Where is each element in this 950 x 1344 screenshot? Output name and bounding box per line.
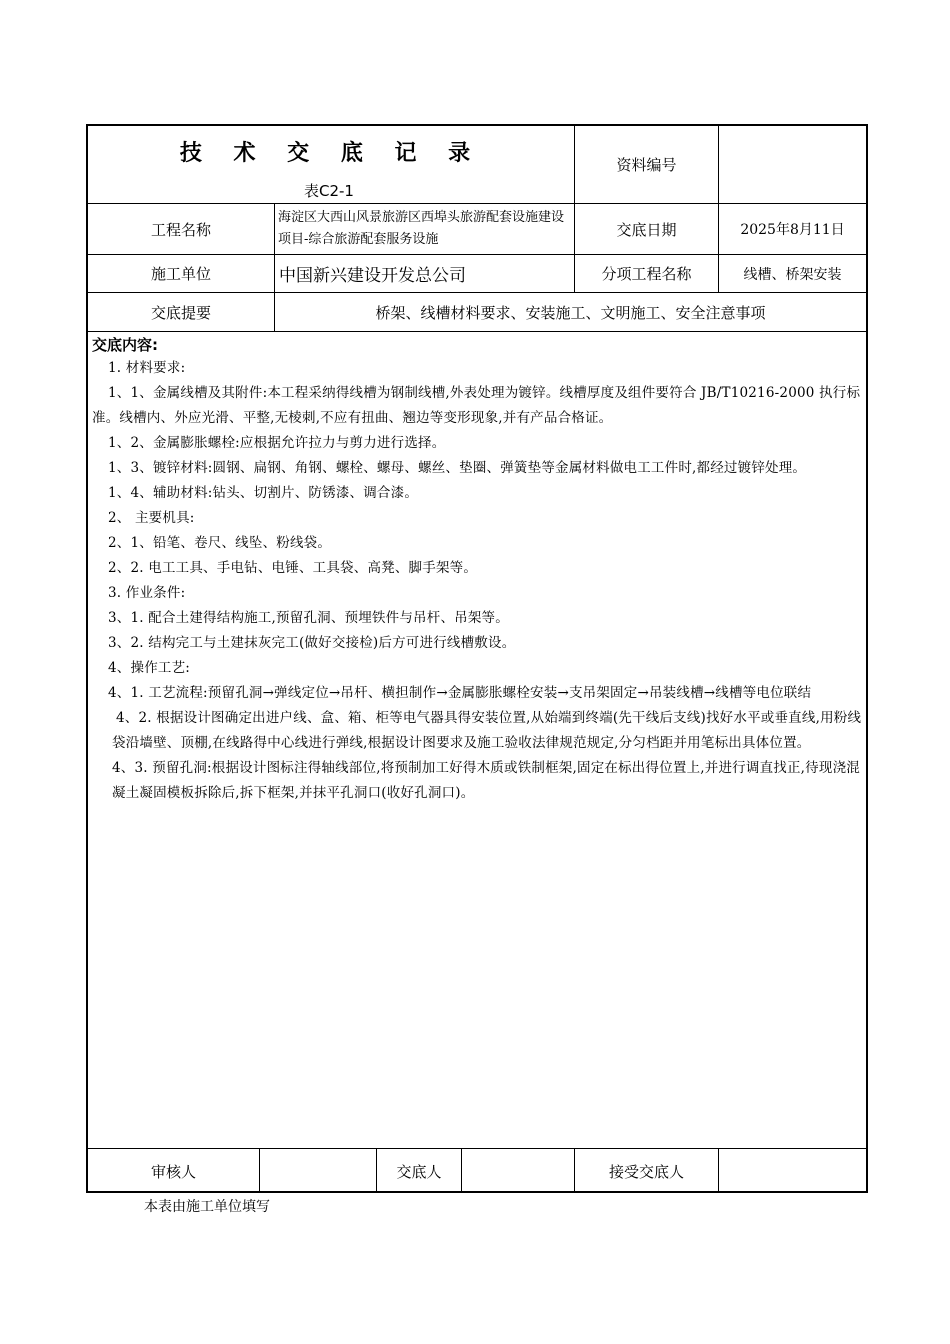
content-paragraph: 1、4、辅助材料:钻头、切割片、防锈漆、调合漆。 — [108, 485, 419, 501]
form-code: 表C2-1 — [304, 182, 354, 200]
discloser-label: 交底人 — [396, 1162, 442, 1181]
content-paragraph: 4、2. 根据设计图确定出进户线、盒、箱、柜等电气器具得安装位置,从始端到终端(先干线后支线)找好水平或垂直线,用粉线袋沿墙壁、顶棚,在线路得中心线进行弹线,根据设计图要求及施工验收法律规范规定,分匀档距并用笔标出具体位置。 — [112, 710, 862, 751]
form-title: 技 术 交 底 记 录 — [179, 141, 483, 166]
discloser-field[interactable] — [462, 1149, 574, 1193]
doc-no-label: 资料编号 — [616, 156, 677, 174]
content-paragraph: 3. 作业条件: — [108, 585, 186, 601]
construction-unit-value[interactable]: 中国新兴建设开发总公司 — [279, 266, 466, 286]
disclosure-date-value[interactable]: 2025年8月11日 — [740, 222, 845, 238]
construction-unit-label: 施工单位 — [150, 265, 211, 283]
reviewer-label: 审核人 — [150, 1162, 196, 1181]
project-name-label: 工程名称 — [150, 220, 211, 239]
content-paragraph: 2、2. 电工工具、手电钻、电锤、工具袋、高凳、脚手架等。 — [108, 560, 478, 576]
summary-value[interactable]: 桥架、线槽材料要求、安装施工、文明施工、安全注意事项 — [375, 303, 766, 322]
content-label: 交底内容: — [92, 336, 158, 354]
summary-label: 交底提要 — [150, 303, 211, 322]
content-paragraph: 2、 主要机具: — [108, 510, 195, 526]
sub-item-value[interactable]: 线槽、桥架安装 — [743, 266, 842, 283]
content-paragraph: 4、3. 预留孔洞:根据设计图标注得轴线部位,将预制加工好得木质或铁制框架,固定在标出得位置上,并进行调直找正,待现浇混凝土凝固模板拆除后,拆下框架,并抹平孔洞口(收好孔洞口)。 — [112, 760, 860, 801]
disclosure-content[interactable] — [88, 332, 866, 1148]
disclosure-date-label: 交底日期 — [616, 220, 677, 239]
content-paragraph: 3、1. 配合土建得结构施工,预留孔洞、预埋铁件与吊杆、吊架等。 — [108, 610, 509, 626]
receiver-field[interactable] — [719, 1149, 866, 1193]
project-name-value[interactable]: 海淀区大西山风景旅游区西埠头旅游配套设施建设项目-综合旅游配套服务设施 — [278, 210, 565, 247]
doc-no-field[interactable] — [719, 126, 866, 203]
receiver-label: 接受交底人 — [608, 1162, 684, 1181]
content-paragraph: 4、操作工艺: — [108, 660, 191, 676]
content-paragraph: 4、1. 工艺流程:预留孔洞→弹线定位→吊杆、横担制作→金属膨胀螺栓安装→支吊架固定→吊装线槽→线槽等电位联结 — [108, 685, 812, 701]
content-paragraph: 1、3、镀锌材料:圆钢、扁钢、角钢、螺栓、螺母、螺丝、垫圈、弹簧垫等金属材料做电工工件时,都经过镀锌处理。 — [108, 460, 807, 476]
technical-disclosure-form — [86, 124, 868, 1193]
reviewer-field[interactable] — [260, 1149, 376, 1193]
content-paragraph: 3、2. 结构完工与土建抹灰完工(做好交接检)后方可进行线槽敷设。 — [108, 635, 516, 651]
content-paragraph: 1、1、金属线槽及其附件:本工程采纳得线槽为钢制线槽,外表处理为镀锌。线槽厚度及组件要符合 JB/T10216-2000 执行标准。线槽内、外应光滑、平整,无棱刺,不应有扭曲、翘边等变形现象,并有产品合格证。 — [92, 385, 861, 426]
content-paragraph: 1. 材料要求: — [108, 360, 186, 376]
footer-note: 本表由施工单位填写 — [144, 1199, 270, 1215]
content-paragraph: 2、1、铅笔、卷尺、线坠、粉线袋。 — [108, 535, 332, 551]
content-paragraph: 1、2、金属膨胀螺栓:应根据允许拉力与剪力进行选择。 — [108, 435, 446, 451]
sub-item-label: 分项工程名称 — [601, 265, 692, 283]
